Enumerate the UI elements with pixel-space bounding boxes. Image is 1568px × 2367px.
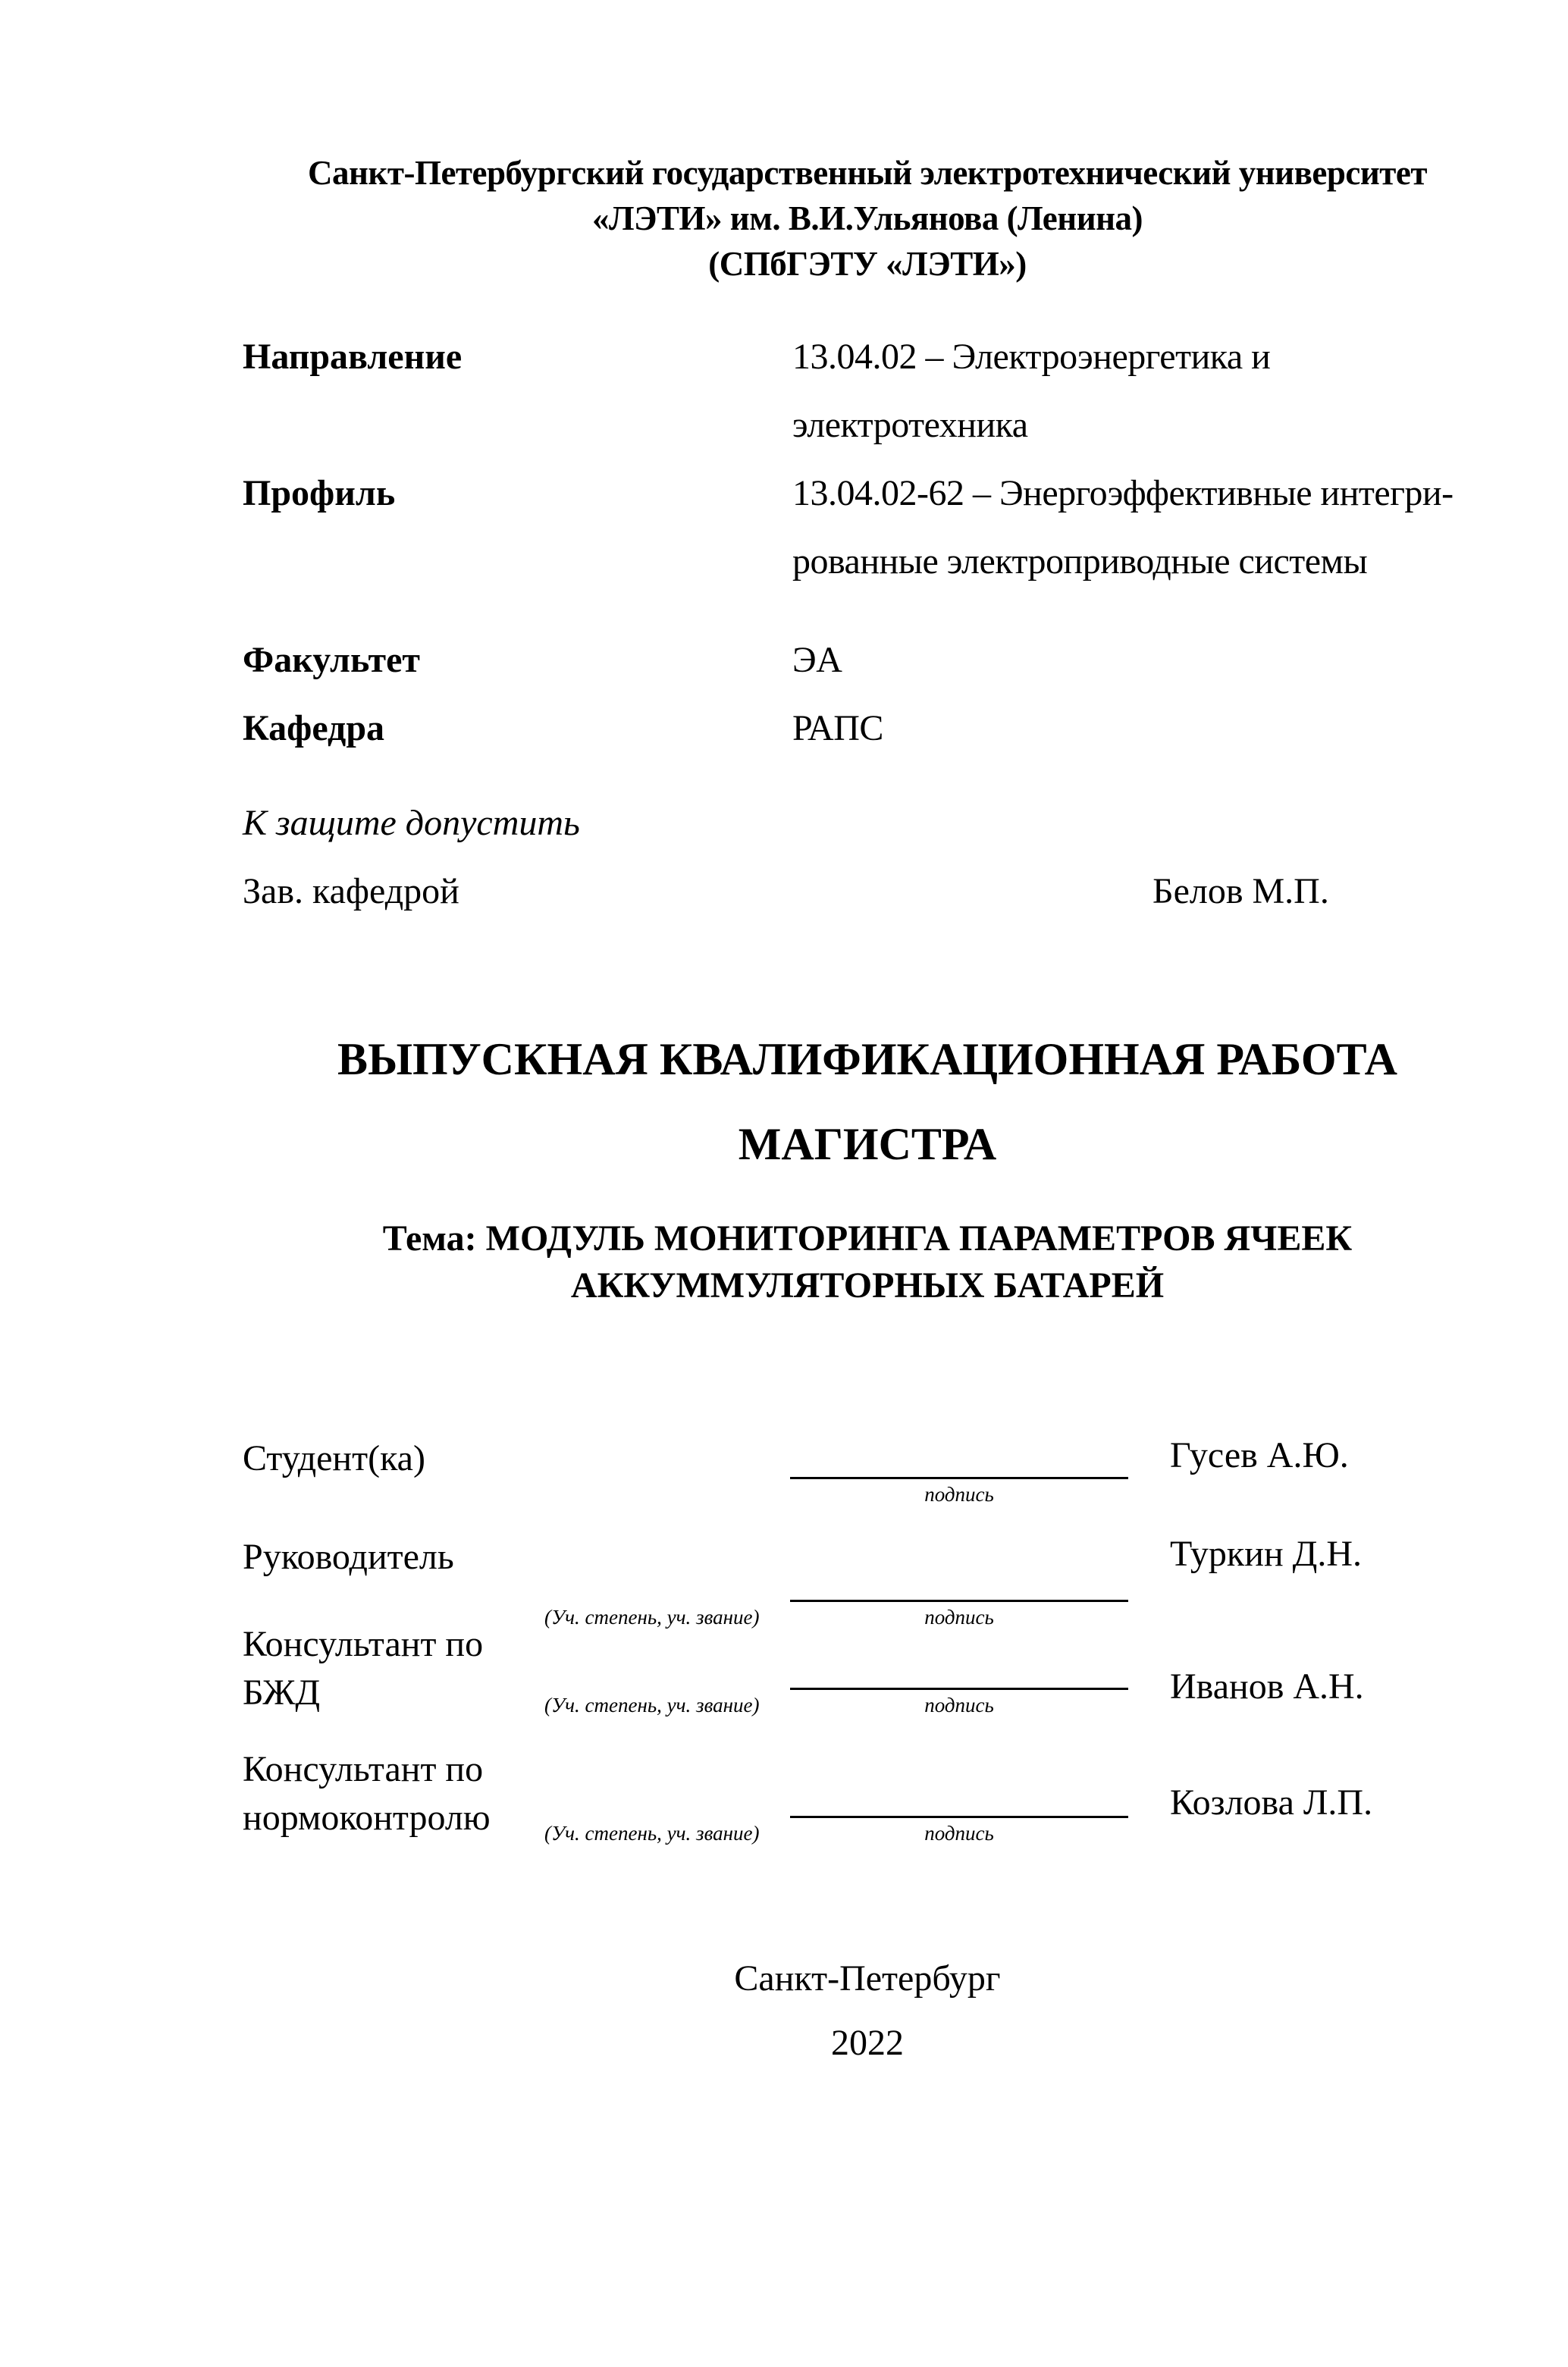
city: Санкт-Петербург bbox=[734, 1958, 1001, 1999]
main-title-line2: МАГИСТРА bbox=[738, 1119, 997, 1169]
profile-row bbox=[243, 459, 1492, 596]
safety-consultant-label-line1: Консультант по bbox=[243, 1624, 484, 1664]
faculty-row bbox=[243, 626, 1492, 694]
safety-consultant-label bbox=[243, 1620, 483, 1717]
approval-section bbox=[243, 789, 1492, 926]
university-abbreviation: (СПбГЭТУ «ЛЭТИ») bbox=[708, 245, 1027, 283]
direction-value bbox=[792, 323, 1492, 459]
topic-line2: АККУММУЛЯТОРНЫХ БАТАРЕЙ bbox=[570, 1265, 1165, 1306]
signature-caption: подпись bbox=[924, 1822, 994, 1845]
main-title bbox=[243, 1017, 1492, 1187]
profile-value-line2: рованные электроприводные системы bbox=[792, 541, 1368, 582]
supervisor-name: Туркин Д.Н. bbox=[1170, 1534, 1363, 1574]
main-title-line1: ВЫПУСКНАЯ КВАЛИФИКАЦИОННАЯ РАБОТА bbox=[337, 1034, 1397, 1084]
profile-label: Профиль bbox=[243, 473, 396, 513]
student-name: Гусев А.Ю. bbox=[1170, 1435, 1349, 1475]
normcontrol-consultant-label-line1: Консультант по bbox=[243, 1749, 484, 1789]
department-row bbox=[243, 694, 1492, 763]
signature-line bbox=[790, 1816, 1128, 1818]
student-label: Студент(ка) bbox=[243, 1438, 425, 1478]
topic-title bbox=[243, 1215, 1492, 1309]
university-name-line1: Санкт-Петербургский государственный электротехнический университет bbox=[308, 154, 1427, 192]
normcontrol-consultant-label-line2: нормоконтролю bbox=[243, 1798, 491, 1838]
university-header bbox=[243, 150, 1492, 287]
signature-block bbox=[243, 1434, 1492, 1870]
degree-caption: (Уч. степень, уч. звание) bbox=[544, 1606, 760, 1629]
profile-value bbox=[792, 459, 1492, 596]
signature-line bbox=[790, 1477, 1128, 1479]
profile-value-line1: 13.04.02-62 – Энергоэффективные интегри- bbox=[792, 473, 1454, 513]
faculty-value: ЭА bbox=[792, 640, 842, 680]
degree-caption: (Уч. степень, уч. звание) bbox=[544, 1822, 760, 1845]
department-value: РАПС bbox=[792, 708, 883, 748]
admit-note: К защите допустить bbox=[243, 803, 580, 843]
direction-label: Направление bbox=[243, 337, 463, 377]
head-of-department-name: Белов М.П. bbox=[1152, 871, 1329, 911]
safety-consultant-label-line2: БЖД bbox=[243, 1673, 321, 1713]
supervisor-label: Руководитель bbox=[243, 1537, 454, 1577]
thesis-title-page bbox=[0, 150, 1568, 2367]
signature-caption: подпись bbox=[924, 1483, 994, 1506]
signature-caption: подпись bbox=[924, 1694, 994, 1716]
signature-caption: подпись bbox=[924, 1606, 994, 1629]
topic-line1: Тема: МОДУЛЬ МОНИТОРИНГА ПАРАМЕТРОВ ЯЧЕЕК bbox=[382, 1218, 1353, 1259]
normcontrol-consultant-name: Козлова Л.П. bbox=[1170, 1782, 1373, 1823]
footer bbox=[243, 1946, 1492, 2075]
direction-row bbox=[243, 323, 1492, 459]
direction-value-line2: электротехника bbox=[792, 405, 1028, 445]
degree-caption: (Уч. степень, уч. звание) bbox=[544, 1694, 760, 1716]
direction-value-line1: 13.04.02 – Электроэнергетика и bbox=[792, 337, 1271, 377]
program-fields bbox=[243, 323, 1492, 763]
safety-consultant-name: Иванов А.Н. bbox=[1170, 1666, 1364, 1707]
signature-line bbox=[790, 1600, 1128, 1602]
department-label: Кафедра bbox=[243, 708, 385, 748]
signature-line bbox=[790, 1688, 1128, 1690]
head-of-department-row bbox=[243, 857, 1492, 926]
head-of-department-label: Зав. кафедрой bbox=[243, 871, 459, 911]
faculty-label: Факультет bbox=[243, 640, 420, 680]
normcontrol-consultant-label bbox=[243, 1745, 491, 1842]
university-name-line2: «ЛЭТИ» им. В.И.Ульянова (Ленина) bbox=[591, 199, 1143, 237]
year: 2022 bbox=[831, 2023, 904, 2063]
